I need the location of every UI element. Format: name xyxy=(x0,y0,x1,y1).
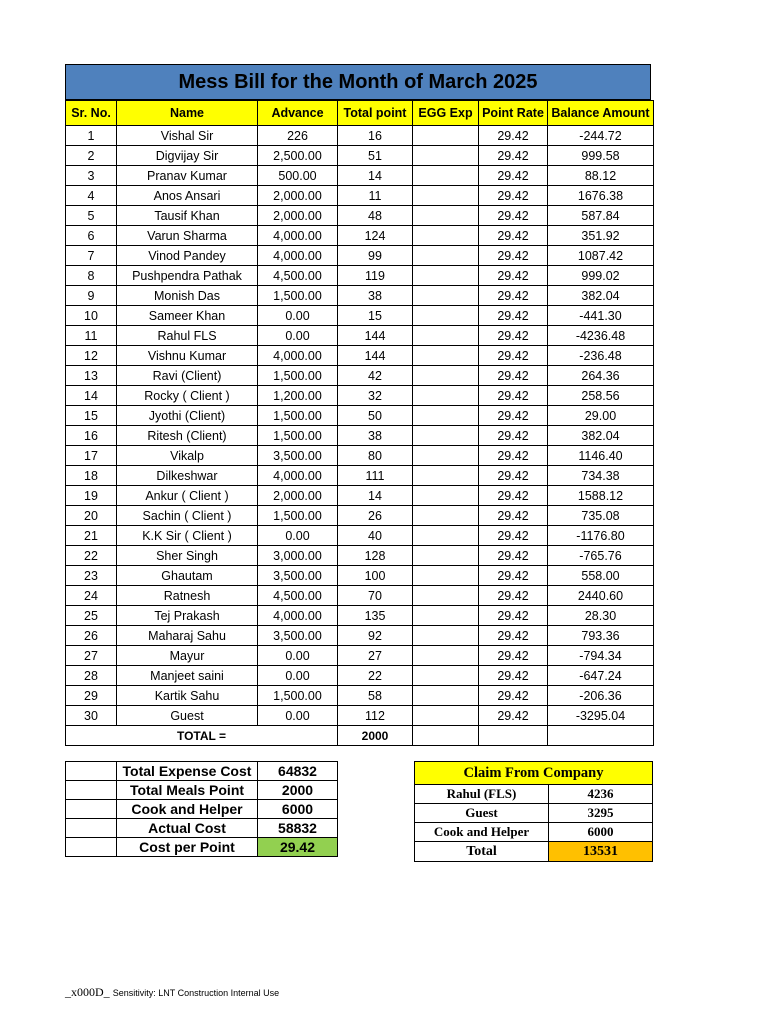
cell-name: Pushpendra Pathak xyxy=(117,266,258,286)
summary-label: Total Meals Point xyxy=(117,781,258,800)
cell-egg-exp xyxy=(413,506,479,526)
summary-row-actual-cost xyxy=(66,819,338,838)
cell-balance-amount: -4236.48 xyxy=(548,326,654,346)
cell-sr-no: 30 xyxy=(66,706,117,726)
column-header-balance-amount: Balance Amount xyxy=(548,101,654,126)
cell-name: Vikalp xyxy=(117,446,258,466)
cell-total-point: 26 xyxy=(338,506,413,526)
cell-total-point: 42 xyxy=(338,366,413,386)
cell-point-rate: 29.42 xyxy=(479,246,548,266)
cell-name: Ankur ( Client ) xyxy=(117,486,258,506)
cell-advance: 4,000.00 xyxy=(258,226,338,246)
cell-point-rate: 29.42 xyxy=(479,386,548,406)
table-row xyxy=(66,426,654,446)
table-row xyxy=(66,586,654,606)
claim-label: Guest xyxy=(415,804,549,823)
cell-advance: 1,500.00 xyxy=(258,426,338,446)
table-row xyxy=(66,646,654,666)
cell-balance-amount: -441.30 xyxy=(548,306,654,326)
cell-total-point: 27 xyxy=(338,646,413,666)
summary-value: 58832 xyxy=(258,819,338,838)
cell-balance-amount: 28.30 xyxy=(548,606,654,626)
cell-point-rate: 29.42 xyxy=(479,666,548,686)
cell-sr-no: 8 xyxy=(66,266,117,286)
cost-summary-table xyxy=(65,761,338,857)
cell-sr-no: 27 xyxy=(66,646,117,666)
cell-balance-amount: 382.04 xyxy=(548,286,654,306)
cell-balance-amount: 734.38 xyxy=(548,466,654,486)
table-row xyxy=(66,446,654,466)
table-row xyxy=(66,686,654,706)
cell-advance: 4,000.00 xyxy=(258,606,338,626)
cell-advance: 1,500.00 xyxy=(258,686,338,706)
cell-total-point: 144 xyxy=(338,346,413,366)
cell-name: Pranav Kumar xyxy=(117,166,258,186)
mess-bill-table xyxy=(65,100,654,746)
cell-balance-amount: 1146.40 xyxy=(548,446,654,466)
cell-sr-no: 12 xyxy=(66,346,117,366)
cell-sr-no: 15 xyxy=(66,406,117,426)
cell-balance-amount: 735.08 xyxy=(548,506,654,526)
cell-egg-exp xyxy=(413,386,479,406)
cell-balance-amount: 999.58 xyxy=(548,146,654,166)
cell-name: Rahul FLS xyxy=(117,326,258,346)
cell-total-point: 51 xyxy=(338,146,413,166)
cell-total-point: 70 xyxy=(338,586,413,606)
cell-egg-exp xyxy=(413,566,479,586)
cell-total-point: 100 xyxy=(338,566,413,586)
cell-total-point: 124 xyxy=(338,226,413,246)
cell-point-rate: 29.42 xyxy=(479,626,548,646)
cell-sr-no: 3 xyxy=(66,166,117,186)
cell-advance: 0.00 xyxy=(258,326,338,346)
cell-total-point: 112 xyxy=(338,706,413,726)
cell-sr-no: 2 xyxy=(66,146,117,166)
cell-balance-amount: 999.02 xyxy=(548,266,654,286)
claim-total-row xyxy=(415,842,653,862)
cell-advance: 1,500.00 xyxy=(258,406,338,426)
table-row xyxy=(66,246,654,266)
cell-total-point: 99 xyxy=(338,246,413,266)
cell-name: Sher Singh xyxy=(117,546,258,566)
table-row xyxy=(66,386,654,406)
cell-balance-amount: -236.48 xyxy=(548,346,654,366)
cell-total-point: 144 xyxy=(338,326,413,346)
claim-header-row xyxy=(415,762,653,785)
cell-advance: 3,500.00 xyxy=(258,626,338,646)
cell-egg-exp xyxy=(413,406,479,426)
cell-egg-exp xyxy=(413,466,479,486)
cell-advance: 2,000.00 xyxy=(258,186,338,206)
column-header-egg-exp: EGG Exp xyxy=(413,101,479,126)
cell-egg-exp xyxy=(413,246,479,266)
cell-total-point: 14 xyxy=(338,486,413,506)
cell-name: Vinod Pandey xyxy=(117,246,258,266)
cell-egg-exp xyxy=(413,646,479,666)
cell-egg-exp xyxy=(413,546,479,566)
cell-egg-exp xyxy=(413,586,479,606)
cell-egg-exp xyxy=(413,226,479,246)
claim-value: 4236 xyxy=(549,785,653,804)
claim-row xyxy=(415,823,653,842)
table-row xyxy=(66,506,654,526)
cell-name: Jyothi (Client) xyxy=(117,406,258,426)
cell-balance-amount: 1676.38 xyxy=(548,186,654,206)
table-row xyxy=(66,366,654,386)
cell-advance: 3,000.00 xyxy=(258,546,338,566)
column-header-name: Name xyxy=(117,101,258,126)
cell-advance: 4,000.00 xyxy=(258,246,338,266)
cell-egg-exp xyxy=(413,286,479,306)
cell-balance-amount: 258.56 xyxy=(548,386,654,406)
cell-total-point: 135 xyxy=(338,606,413,626)
cell-point-rate: 29.42 xyxy=(479,686,548,706)
table-row xyxy=(66,526,654,546)
summary-label: Total Expense Cost xyxy=(117,762,258,781)
table-row xyxy=(66,346,654,366)
cell-balance-amount: 587.84 xyxy=(548,206,654,226)
cell-name: Ritesh (Client) xyxy=(117,426,258,446)
column-header-advance: Advance xyxy=(258,101,338,126)
table-body xyxy=(66,126,654,746)
cell-advance: 0.00 xyxy=(258,706,338,726)
claim-value: 3295 xyxy=(549,804,653,823)
table-row xyxy=(66,546,654,566)
cell-balance-amount: -1176.80 xyxy=(548,526,654,546)
table-row xyxy=(66,706,654,726)
cell-total-point: 40 xyxy=(338,526,413,546)
cell-advance: 3,500.00 xyxy=(258,566,338,586)
cell-sr-no: 22 xyxy=(66,546,117,566)
page-title: Mess Bill for the Month of March 2025 xyxy=(65,64,651,100)
cell-advance: 2,000.00 xyxy=(258,486,338,506)
cell-name: Mayur xyxy=(117,646,258,666)
cell-advance: 1,200.00 xyxy=(258,386,338,406)
cell-sr-no: 11 xyxy=(66,326,117,346)
cell-point-rate: 29.42 xyxy=(479,266,548,286)
cell-balance-amount: 1588.12 xyxy=(548,486,654,506)
cell-sr-no: 25 xyxy=(66,606,117,626)
cell-point-rate: 29.42 xyxy=(479,406,548,426)
cell-total-point: 111 xyxy=(338,466,413,486)
total-balance-cell xyxy=(548,726,654,746)
column-header-sr-no: Sr. No. xyxy=(66,101,117,126)
cell-egg-exp xyxy=(413,186,479,206)
summary-row-total-expense xyxy=(66,762,338,781)
summary-value: 2000 xyxy=(258,781,338,800)
cell-advance: 500.00 xyxy=(258,166,338,186)
cell-point-rate: 29.42 xyxy=(479,486,548,506)
cell-point-rate: 29.42 xyxy=(479,446,548,466)
summary-value: 64832 xyxy=(258,762,338,781)
cell-sr-no: 6 xyxy=(66,226,117,246)
table-row xyxy=(66,466,654,486)
cell-egg-exp xyxy=(413,666,479,686)
cell-point-rate: 29.42 xyxy=(479,186,548,206)
cell-point-rate: 29.42 xyxy=(479,706,548,726)
table-row xyxy=(66,566,654,586)
cell-balance-amount: 382.04 xyxy=(548,426,654,446)
cell-advance: 3,500.00 xyxy=(258,446,338,466)
cell-name: Monish Das xyxy=(117,286,258,306)
cell-name: Kartik Sahu xyxy=(117,686,258,706)
cell-egg-exp xyxy=(413,426,479,446)
cell-point-rate: 29.42 xyxy=(479,526,548,546)
table-row xyxy=(66,306,654,326)
cell-advance: 1,500.00 xyxy=(258,366,338,386)
cell-point-rate: 29.42 xyxy=(479,586,548,606)
cell-point-rate: 29.42 xyxy=(479,606,548,626)
cost-per-point-value: 29.42 xyxy=(258,838,338,857)
cell-name: Maharaj Sahu xyxy=(117,626,258,646)
cell-advance: 226 xyxy=(258,126,338,146)
cell-name: Ratnesh xyxy=(117,586,258,606)
cell-advance: 2,000.00 xyxy=(258,206,338,226)
cell-total-point: 16 xyxy=(338,126,413,146)
cell-sr-no: 14 xyxy=(66,386,117,406)
cell-advance: 1,500.00 xyxy=(258,286,338,306)
table-row xyxy=(66,206,654,226)
cell-point-rate: 29.42 xyxy=(479,346,548,366)
table-row xyxy=(66,166,654,186)
claim-value: 6000 xyxy=(549,823,653,842)
cell-advance: 4,000.00 xyxy=(258,346,338,366)
claim-total-label: Total xyxy=(415,842,549,862)
table-row xyxy=(66,226,654,246)
cell-egg-exp xyxy=(413,446,479,466)
cell-name: Anos Ansari xyxy=(117,186,258,206)
cell-total-point: 128 xyxy=(338,546,413,566)
cell-sr-no: 21 xyxy=(66,526,117,546)
cell-balance-amount: 351.92 xyxy=(548,226,654,246)
cell-balance-amount: 88.12 xyxy=(548,166,654,186)
cell-advance: 0.00 xyxy=(258,666,338,686)
cell-sr-no: 18 xyxy=(66,466,117,486)
table-row xyxy=(66,266,654,286)
table-row xyxy=(66,186,654,206)
cell-balance-amount: 29.00 xyxy=(548,406,654,426)
cell-name: Tej Prakash xyxy=(117,606,258,626)
cell-egg-exp xyxy=(413,126,479,146)
cell-advance: 4,500.00 xyxy=(258,266,338,286)
summary-label: Cost per Point xyxy=(117,838,258,857)
cell-advance: 0.00 xyxy=(258,646,338,666)
summary-row-cost-per-point xyxy=(66,838,338,857)
header-row xyxy=(66,101,654,126)
cell-egg-exp xyxy=(413,146,479,166)
cell-balance-amount: 793.36 xyxy=(548,626,654,646)
cell-sr-no: 17 xyxy=(66,446,117,466)
table-row xyxy=(66,406,654,426)
column-header-total-point: Total point xyxy=(338,101,413,126)
cell-sr-no: 9 xyxy=(66,286,117,306)
cell-sr-no: 16 xyxy=(66,426,117,446)
column-header-point-rate: Point Rate xyxy=(479,101,548,126)
cell-total-point: 50 xyxy=(338,406,413,426)
cell-balance-amount: -794.34 xyxy=(548,646,654,666)
cell-point-rate: 29.42 xyxy=(479,126,548,146)
cell-point-rate: 29.42 xyxy=(479,166,548,186)
cell-point-rate: 29.42 xyxy=(479,466,548,486)
claim-row xyxy=(415,804,653,823)
cell-total-point: 48 xyxy=(338,206,413,226)
cell-sr-no: 28 xyxy=(66,666,117,686)
cell-balance-amount: 2440.60 xyxy=(548,586,654,606)
cell-egg-exp xyxy=(413,306,479,326)
table-row xyxy=(66,606,654,626)
cell-advance: 0.00 xyxy=(258,526,338,546)
table-row xyxy=(66,286,654,306)
cell-balance-amount: -765.76 xyxy=(548,546,654,566)
summary-row-total-meals xyxy=(66,781,338,800)
cell-egg-exp xyxy=(413,526,479,546)
cell-egg-exp xyxy=(413,626,479,646)
cell-total-point: 38 xyxy=(338,426,413,446)
cell-total-point: 15 xyxy=(338,306,413,326)
cell-balance-amount: -3295.04 xyxy=(548,706,654,726)
claim-row xyxy=(415,785,653,804)
cell-point-rate: 29.42 xyxy=(479,546,548,566)
cell-egg-exp xyxy=(413,346,479,366)
total-egg-cell xyxy=(413,726,479,746)
cell-balance-amount: -206.36 xyxy=(548,686,654,706)
cell-name: Tausif Khan xyxy=(117,206,258,226)
claim-label: Rahul (FLS) xyxy=(415,785,549,804)
claim-total-value: 13531 xyxy=(549,842,653,862)
cell-total-point: 58 xyxy=(338,686,413,706)
cell-point-rate: 29.42 xyxy=(479,226,548,246)
summary-blank-cell xyxy=(66,762,117,781)
cell-egg-exp xyxy=(413,166,479,186)
cell-point-rate: 29.42 xyxy=(479,306,548,326)
summary-blank-cell xyxy=(66,819,117,838)
claim-header: Claim From Company xyxy=(415,762,653,785)
cell-balance-amount: -244.72 xyxy=(548,126,654,146)
summary-label: Actual Cost xyxy=(117,819,258,838)
claim-from-company-table xyxy=(414,761,653,862)
cell-advance: 4,000.00 xyxy=(258,466,338,486)
cell-point-rate: 29.42 xyxy=(479,206,548,226)
cell-sr-no: 24 xyxy=(66,586,117,606)
cell-name: Dilkeshwar xyxy=(117,466,258,486)
cell-name: Vishal Sir xyxy=(117,126,258,146)
cell-point-rate: 29.42 xyxy=(479,286,548,306)
cell-egg-exp xyxy=(413,486,479,506)
cell-balance-amount: 264.36 xyxy=(548,366,654,386)
cell-sr-no: 7 xyxy=(66,246,117,266)
cell-sr-no: 10 xyxy=(66,306,117,326)
cell-total-point: 80 xyxy=(338,446,413,466)
table-row xyxy=(66,626,654,646)
table-row xyxy=(66,486,654,506)
cell-total-point: 119 xyxy=(338,266,413,286)
cell-name: Sachin ( Client ) xyxy=(117,506,258,526)
table-row xyxy=(66,666,654,686)
cell-egg-exp xyxy=(413,326,479,346)
cell-egg-exp xyxy=(413,706,479,726)
cell-name: Ghautam xyxy=(117,566,258,586)
summary-blank-cell xyxy=(66,781,117,800)
cell-balance-amount: 558.00 xyxy=(548,566,654,586)
claim-label: Cook and Helper xyxy=(415,823,549,842)
cell-point-rate: 29.42 xyxy=(479,566,548,586)
cell-point-rate: 29.42 xyxy=(479,326,548,346)
summary-value: 6000 xyxy=(258,800,338,819)
total-rate-cell xyxy=(479,726,548,746)
cell-egg-exp xyxy=(413,206,479,226)
cell-name: Rocky ( Client ) xyxy=(117,386,258,406)
summary-row-cook-helper xyxy=(66,800,338,819)
cell-total-point: 38 xyxy=(338,286,413,306)
total-points: 2000 xyxy=(338,726,413,746)
sensitivity-label: Sensitivity: LNT Construction Internal Use xyxy=(112,988,280,998)
cell-name: Sameer Khan xyxy=(117,306,258,326)
cell-total-point: 11 xyxy=(338,186,413,206)
summary-label: Cook and Helper xyxy=(117,800,258,819)
cell-total-point: 14 xyxy=(338,166,413,186)
cell-sr-no: 26 xyxy=(66,626,117,646)
cell-egg-exp xyxy=(413,366,479,386)
cell-name: Varun Sharma xyxy=(117,226,258,246)
cell-name: Ravi (Client) xyxy=(117,366,258,386)
cell-egg-exp xyxy=(413,686,479,706)
cell-sr-no: 5 xyxy=(66,206,117,226)
cell-point-rate: 29.42 xyxy=(479,366,548,386)
cell-point-rate: 29.42 xyxy=(479,426,548,446)
summary-blank-cell xyxy=(66,800,117,819)
cell-total-point: 32 xyxy=(338,386,413,406)
cell-balance-amount: 1087.42 xyxy=(548,246,654,266)
cell-name: Digvijay Sir xyxy=(117,146,258,166)
cell-sr-no: 19 xyxy=(66,486,117,506)
table-row xyxy=(66,146,654,166)
cell-point-rate: 29.42 xyxy=(479,146,548,166)
footer-code: _x000D_ xyxy=(65,985,110,999)
cell-name: Guest xyxy=(117,706,258,726)
cell-advance: 1,500.00 xyxy=(258,506,338,526)
footer-note xyxy=(65,985,279,1000)
cell-sr-no: 4 xyxy=(66,186,117,206)
cell-sr-no: 23 xyxy=(66,566,117,586)
table-row xyxy=(66,126,654,146)
cell-advance: 0.00 xyxy=(258,306,338,326)
cell-total-point: 22 xyxy=(338,666,413,686)
cell-advance: 2,500.00 xyxy=(258,146,338,166)
cell-sr-no: 13 xyxy=(66,366,117,386)
cell-advance: 4,500.00 xyxy=(258,586,338,606)
total-label: TOTAL = xyxy=(66,726,338,746)
cell-name: K.K Sir ( Client ) xyxy=(117,526,258,546)
cell-sr-no: 29 xyxy=(66,686,117,706)
cell-sr-no: 1 xyxy=(66,126,117,146)
cell-sr-no: 20 xyxy=(66,506,117,526)
cell-egg-exp xyxy=(413,266,479,286)
cell-egg-exp xyxy=(413,606,479,626)
total-row xyxy=(66,726,654,746)
cell-balance-amount: -647.24 xyxy=(548,666,654,686)
cell-point-rate: 29.42 xyxy=(479,506,548,526)
cell-name: Manjeet saini xyxy=(117,666,258,686)
cell-total-point: 92 xyxy=(338,626,413,646)
summary-blank-cell xyxy=(66,838,117,857)
table-row xyxy=(66,326,654,346)
cell-point-rate: 29.42 xyxy=(479,646,548,666)
cell-name: Vishnu Kumar xyxy=(117,346,258,366)
